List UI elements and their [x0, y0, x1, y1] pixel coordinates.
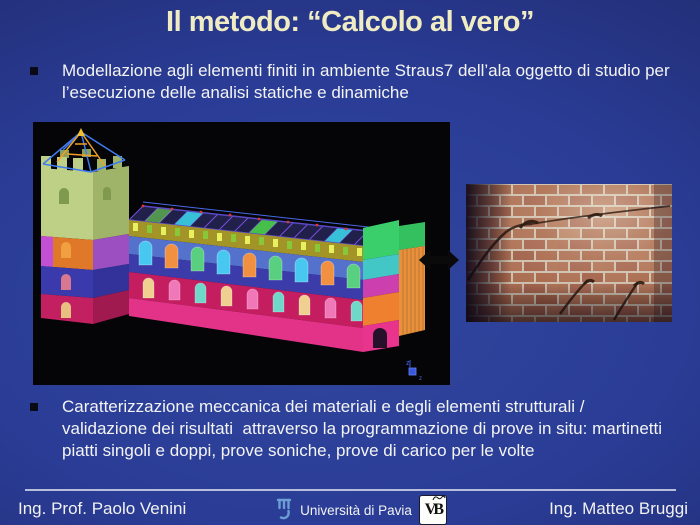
double-arrow-icon — [419, 248, 459, 272]
footer-author-left: Ing. Prof. Paolo Venini — [18, 499, 187, 518]
university-name: Università di Pavia — [300, 502, 412, 518]
bullet-marker — [30, 67, 38, 75]
bullet-text: Modellazione agli elementi finiti in ambiente Straus7 dell’ala oggetto di studio per l’esecuzione delle analisi statiche e dinamiche — [62, 61, 675, 102]
page-title: Il metodo: “Calcolo al vero” — [166, 6, 534, 38]
vb-logo-text: VB — [424, 501, 441, 518]
axis-indicator — [406, 360, 422, 382]
footer-divider — [25, 489, 676, 491]
footer-author-right: Ing. Matteo Bruggi — [549, 499, 688, 518]
vb-logo-scribble-icon — [432, 494, 446, 503]
bullet-marker — [30, 403, 38, 411]
bullet-item-2 — [30, 396, 674, 461]
fe-model-canvas — [33, 122, 450, 385]
brick-wall-photo — [466, 184, 672, 322]
bullet-text: Caratterizzazione meccanica dei materiali e degli elementi strutturali / validazione dei risultati attraverso la programmazione di prove in situ: martinetti piatti singoli e doppi, prove soniche, prove di carico per le volte — [62, 397, 667, 460]
axis-label-z: z — [406, 360, 410, 367]
fe-model-figure — [33, 122, 450, 385]
axis-label-z2: z — [419, 376, 422, 382]
university-logo-icon — [276, 497, 292, 523]
bullet-item-1 — [30, 60, 674, 104]
bell-tower — [41, 128, 129, 324]
east-end-facade — [363, 220, 425, 352]
vb-logo — [420, 496, 446, 524]
